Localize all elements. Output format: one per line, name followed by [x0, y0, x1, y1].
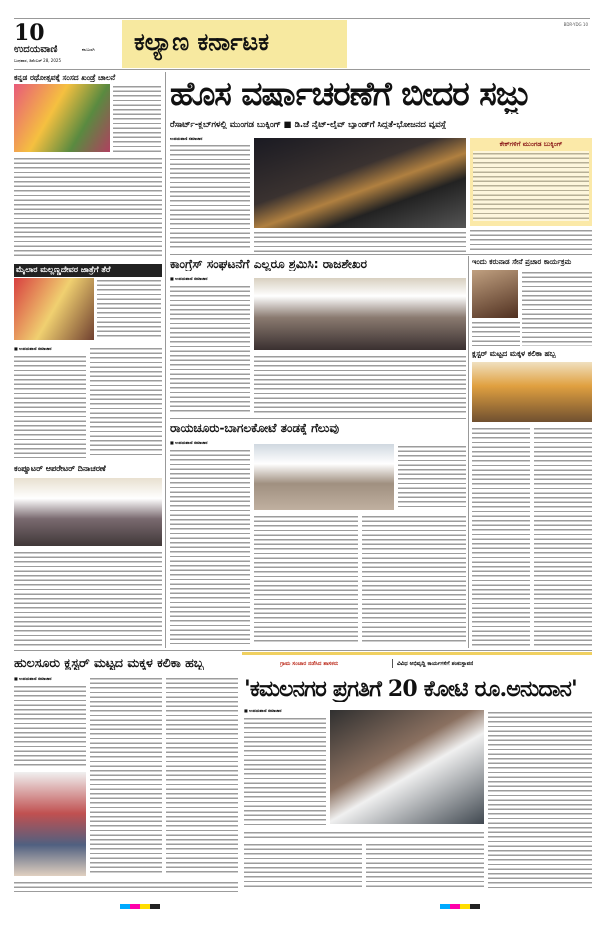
bottom-left-body — [90, 676, 162, 876]
sports-headline: ರಾಯಚೂರು-ಬಾಗಲಕೋಟೆ ತಂಡಕ್ಕೆ ಗೆಲುವು — [170, 422, 340, 435]
lead-headline: ಹೊಸ ವರ್ಷಾಚರಣೆಗೆ ಬೀದರ ಸಜ್ಜು — [170, 74, 530, 113]
column-rule — [468, 256, 469, 648]
sports-body — [362, 514, 466, 644]
photo-caption — [97, 278, 161, 340]
box-body — [473, 151, 589, 221]
lead-subhead: ರೆಸಾರ್ಟ್-ಕ್ಲಬ್‌ಗಳಲ್ಲಿ ಮುಂಗಡ ಬುಕ್ಕಿಂಗ್ ■ ಡಿ.ಜೆ ನೈಟ್-ಲೈವ್ ಬ್ಯಾಂಡ್‌ಗೆ ಸಿದ್ಧತೆ-ಭೋಜನದ ವ್ಯವಸ್ಥೆ — [170, 120, 447, 129]
edition: ಕಲಬುರಗಿ — [82, 47, 95, 52]
congress-headline: ಕಾಂಗ್ರೆಸ್ ಸಂಘಟನೆಗೆ ಎಲ್ಲರೂ ಶ್ರಮಿಸಿ: ರಾಜಶೇಖರ — [170, 258, 367, 271]
sports-body — [170, 448, 250, 644]
byline: ■ ಉದಯವಾಣಿ ಸಮಾಚಾರ — [14, 676, 52, 681]
sports-body — [254, 514, 358, 644]
left-story3-body — [14, 550, 162, 646]
left-story2-body — [14, 354, 86, 458]
kicker-divider — [392, 659, 393, 668]
photo-caption — [113, 84, 161, 152]
chariot-photo — [14, 84, 110, 152]
bottom-left-headline: ಹುಲಸೂರು ಕ್ಲಸ್ಟರ್ ಮಟ್ಟದ ಮಕ್ಕಳ ಕಲಿಕಾ ಹಬ್ಬ — [14, 656, 204, 670]
congress-body — [170, 284, 250, 414]
byline: ■ ಉದಯವಾಣಿ ಸಮಾಚಾರ — [170, 276, 208, 281]
portrait-photo — [472, 270, 518, 318]
header-rule — [14, 69, 590, 70]
right-story1-headline: ಇಂದು ಕರುನಾಡ ಸೇನೆ ಪ್ರಚಾರ ಕಾರ್ಯಕ್ರಮ — [472, 258, 572, 266]
mla-visit-photo — [330, 710, 484, 824]
children-photo — [472, 362, 592, 422]
left-story1-headline: ಕನ್ನಡ ರಥೋತ್ಸವಕ್ಕೆ ಸಂಸದ ಖಂಡ್ರೆ ಚಾಲನೆ — [14, 74, 116, 82]
box-title: ಕೇಕ್‌ಗಳಿಗೆ ಮುಂಗಡ ಬುಕ್ಕಿಂಗ್ — [499, 141, 563, 148]
color-registration-mark — [120, 904, 160, 909]
operators-photo — [14, 478, 162, 546]
lead-body — [470, 228, 592, 252]
top-rule — [14, 18, 590, 19]
rule — [170, 254, 592, 255]
column-rule — [165, 72, 166, 648]
lead-body — [254, 230, 466, 252]
lead-body — [170, 143, 250, 251]
left-story2-body — [90, 346, 162, 458]
photo-caption — [398, 444, 466, 510]
left-story2-headline: ಮೈಲಾರ ಮಲ್ಲಣ್ಣದೇವರ ಜಾತ್ರೆಗೆ ತೆರೆ — [14, 264, 162, 277]
left-story3-headline: ಕಂಪ್ಯೂಟರ್ ಆಪರೇಟರ್ ದಿನಾಚರಣೆ — [14, 465, 106, 473]
byline: ■ ಉದಯವಾಣಿ ಸಮಾಚಾರ — [170, 440, 208, 445]
kicker-left: ಗ್ರಾಮ ಸಂಚಾರ ನಡೆಸಿದ ಶಾಸಕರು — [280, 661, 339, 667]
meeting-photo — [254, 278, 466, 350]
photo-caption — [244, 830, 484, 838]
bottom-right-body — [488, 710, 592, 890]
page-number: 10 — [14, 20, 45, 46]
bottom-right-headline: 'ಕಮಲನಗರ ಪ್ರಗತಿಗೆ 20 ಕೋಟಿ ರೂ.ಅನುದಾನ' — [244, 676, 577, 702]
congress-body — [254, 354, 466, 416]
photo-caption — [14, 880, 238, 892]
accent-rule — [242, 652, 592, 655]
night-resort-photo — [254, 138, 466, 228]
bottom-right-body — [244, 716, 326, 826]
bottom-right-body — [244, 842, 362, 890]
kicker-right: ವಿವಿಧ ಅಭಿವೃದ್ಧಿ ಕಾರ್ಯಗಳಿಗೆ ಶಂಕುಸ್ಥಾಪನೆ — [397, 661, 474, 667]
page-code: BDR-YDG 10 — [563, 22, 588, 27]
cake-booking-box — [470, 138, 592, 226]
right-story1-body — [472, 320, 520, 346]
bottom-left-body — [14, 684, 86, 768]
fair-photo — [14, 278, 94, 340]
right-story2-body — [534, 426, 592, 646]
team-photo — [254, 444, 394, 510]
right-story2-headline: ಕ್ಲಸ್ಟರ್ ಮಟ್ಟದ ಮಕ್ಕಳ ಕಲಿಕಾ ಹಬ್ಬ — [472, 350, 556, 358]
right-story2-body — [472, 426, 530, 646]
byline: ಉದಯವಾಣಿ ಸಮಾಚಾರ — [170, 136, 203, 141]
brand-logo: ಉದಯವಾಣಿ — [14, 44, 58, 55]
color-registration-mark — [440, 904, 480, 909]
right-story1-body — [522, 270, 592, 346]
section-title: ಕಲ್ಯಾಣ ಕರ್ನಾಟಕ — [122, 20, 347, 68]
bottom-right-body — [366, 842, 484, 890]
left-story1-body — [14, 156, 162, 258]
byline: ■ ಉದಯವಾಣಿ ಸಮಾಚಾರ — [14, 346, 52, 351]
bottom-left-body — [166, 676, 238, 876]
date: ಬುಧವಾರ, ಡಿಸೆಂಬರ್ 28, 2025 — [14, 58, 61, 63]
byline: ■ ಉದಯವಾಣಿ ಸಮಾಚಾರ — [244, 708, 282, 713]
festival-photo — [14, 772, 86, 876]
rule — [14, 650, 592, 651]
rule — [170, 418, 466, 419]
